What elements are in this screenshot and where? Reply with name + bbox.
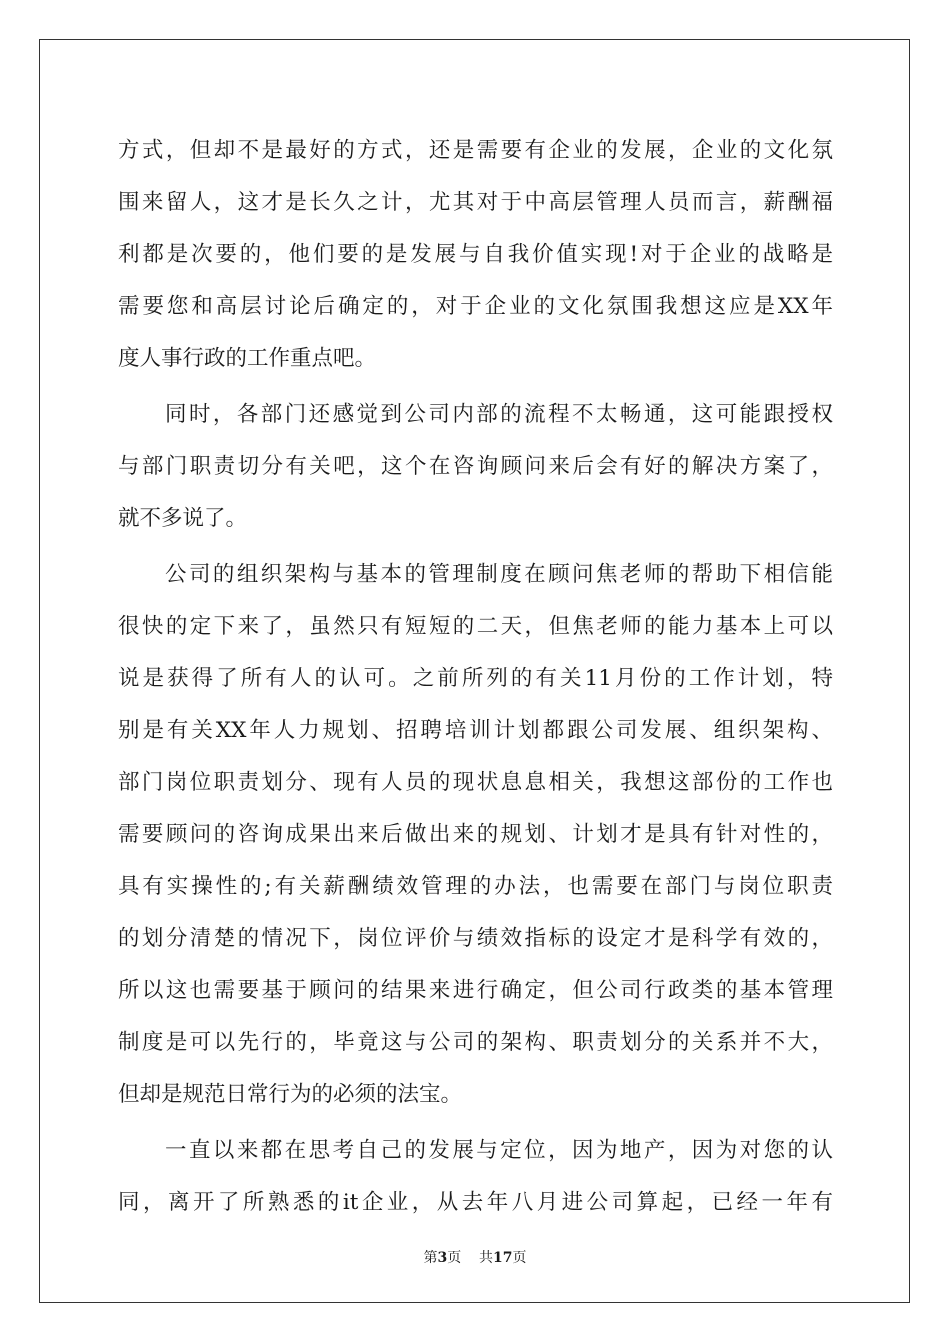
text-line: 需要您和高层讨论后确定的，对于企业的文化氛围我想这应是XX年 — [118, 294, 833, 319]
text-line: 的划分清楚的情况下，岗位评价与绩效指标的设定才是科学有效的， — [118, 926, 833, 951]
text-line: 部门岗位职责划分、现有人员的现状息息相关，我想这部份的工作也 — [118, 770, 833, 795]
text-line: 同时，各部门还感觉到公司内部的流程不太畅通，这可能跟授权 — [165, 402, 833, 427]
text-line: 公司的组织架构与基本的管理制度在顾问焦老师的帮助下相信能 — [165, 562, 833, 587]
paragraph — [118, 549, 833, 1121]
total-prefix: 共 — [479, 1250, 494, 1266]
text-line: 说是获得了所有人的认可。之前所列的有关11月份的工作计划，特 — [118, 666, 833, 691]
text-line: 就不多说了。 — [118, 506, 248, 531]
text-line: 所以这也需要基于顾问的结果来进行确定，但公司行政类的基本管理 — [118, 978, 833, 1003]
text-line: 一直以来都在思考自己的发展与定位，因为地产，因为对您的认 — [165, 1138, 833, 1163]
text-line: 利都是次要的，他们要的是发展与自我价值实现!对于企业的战略是 — [118, 242, 833, 267]
paragraph — [118, 389, 833, 545]
text-line: 制度是可以先行的，毕竟这与公司的架构、职责划分的关系并不大， — [118, 1030, 833, 1055]
text-line: 围来留人，这才是长久之计，尤其对于中高层管理人员而言，薪酬福 — [118, 190, 833, 215]
text-line: 别是有关XX年人力规划、招聘培训计划都跟公司发展、组织架构、 — [118, 718, 833, 743]
text-line: 方式，但却不是最好的方式，还是需要有企业的发展，企业的文化氛 — [118, 138, 833, 163]
page-number: 3 — [437, 1250, 448, 1266]
total-suffix: 页 — [512, 1250, 527, 1266]
text-line: 同，离开了所熟悉的it企业，从去年八月进公司算起，已经一年有 — [118, 1190, 833, 1215]
text-line: 需要顾问的咨询成果出来后做出来的规划、计划才是具有针对性的， — [118, 822, 833, 847]
text-line: 具有实操性的;有关薪酬绩效管理的办法，也需要在部门与岗位职责 — [118, 874, 833, 899]
total-pages: 17 — [493, 1250, 513, 1266]
document-body — [118, 125, 833, 1229]
page-suffix: 页 — [447, 1250, 462, 1266]
text-line: 度人事行政的工作重点吧。 — [118, 346, 377, 371]
paragraph — [118, 125, 833, 385]
text-line: 很快的定下来了，虽然只有短短的二天，但焦老师的能力基本上可以 — [118, 614, 833, 639]
page-footer — [0, 1247, 950, 1267]
text-line: 与部门职责切分有关吧，这个在咨询顾问来后会有好的解决方案了， — [118, 454, 833, 479]
page-prefix: 第 — [423, 1250, 438, 1266]
paragraph — [118, 1125, 833, 1229]
text-line: 但却是规范日常行为的必须的法宝。 — [118, 1082, 463, 1107]
